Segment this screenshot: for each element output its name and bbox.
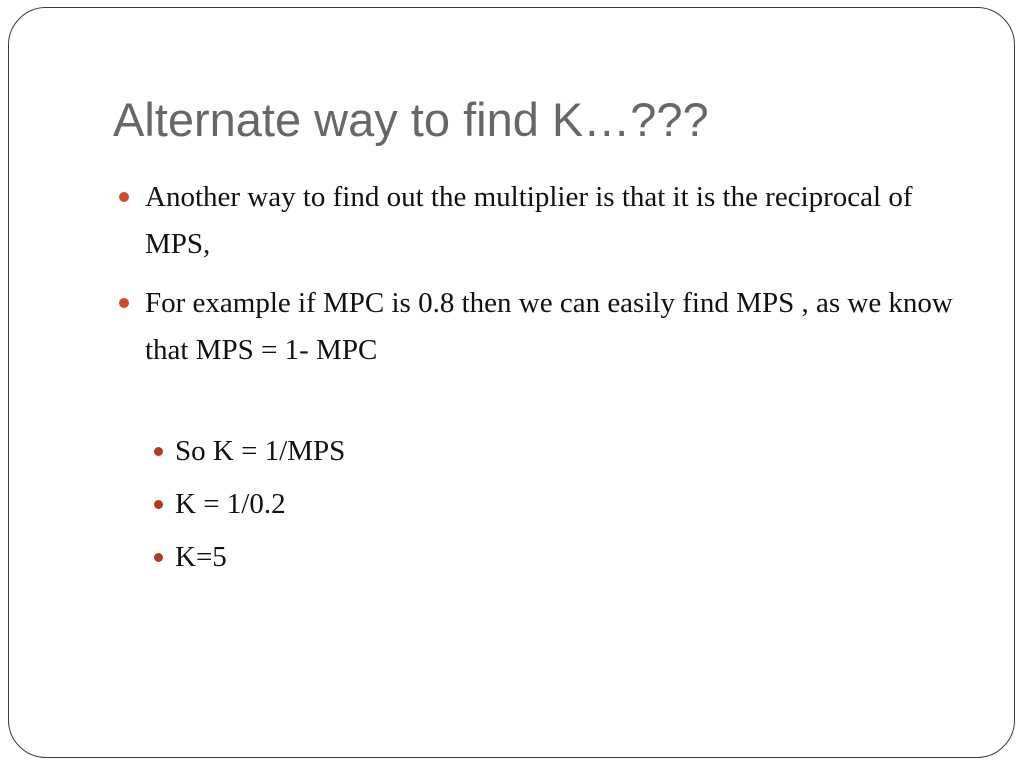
sub-bullet-text: K=5 (175, 541, 227, 573)
bullet-text: Another way to find out the multiplier is that it is the reciprocal of MPS, (145, 181, 913, 260)
bullet-dot-icon (119, 298, 129, 308)
bullet-item (145, 280, 965, 374)
slide (8, 7, 1015, 758)
bullet-item (145, 174, 965, 268)
sub-bullet-item (175, 431, 345, 471)
bullet-dot-icon (154, 500, 163, 509)
bullet-text: For example if MPC is 0.8 then we can easily find MPS , as we know that MPS = 1- MPC (145, 287, 953, 366)
slide-title: Alternate way to find K…??? (113, 93, 709, 146)
bullet-dot-icon (154, 447, 163, 456)
sub-bullet-text: So K = 1/MPS (175, 435, 346, 467)
sub-bullet-item (175, 537, 227, 577)
sub-bullet-item (175, 484, 286, 524)
bullet-dot-icon (154, 553, 163, 562)
bullet-dot-icon (119, 192, 129, 202)
sub-bullet-text: K = 1/0.2 (175, 488, 286, 520)
